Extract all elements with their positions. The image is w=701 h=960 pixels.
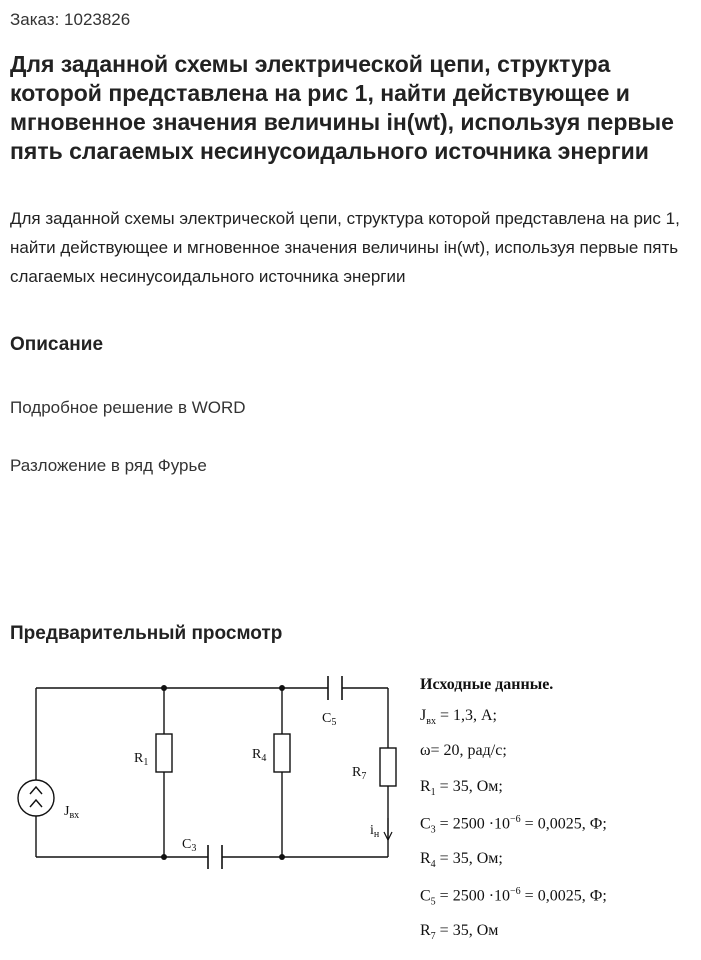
description-heading: Описание bbox=[10, 334, 104, 355]
capacitor-c5 bbox=[328, 676, 342, 700]
page-title: Для заданной схемы электрической цепи, структура которой представлена на рис 1, найти действующее и мгновенное значения величины iн(wt), используя первые пять слагаемых несинусоидального источника энергии bbox=[10, 51, 674, 164]
resistor-r1 bbox=[156, 734, 172, 772]
capacitor-c3 bbox=[208, 845, 222, 869]
given-row-r1: $R_1 = 35$, Ом; bbox=[420, 778, 503, 799]
current-source bbox=[18, 780, 54, 816]
source-label: $J_{вх}$ bbox=[64, 804, 80, 821]
description-line-word: Подробное решение в WORD bbox=[10, 398, 246, 417]
load-current-label: $i_н$ bbox=[370, 823, 380, 840]
given-row-c5: $C_5 = 2500 \cdot 10^{-6} = 0,0025$, Ф; bbox=[420, 886, 607, 908]
order-number: Заказ: 1023826 bbox=[10, 10, 131, 29]
given-row-r7: $R_7 = 35$, Ом bbox=[420, 922, 499, 943]
r7-label: $R_7$ bbox=[352, 765, 367, 782]
given-row-c3: $C_3 = 2500 \cdot 10^{-6} = 0,0025$, Ф; bbox=[420, 814, 607, 836]
preview-heading: Предварительный просмотр bbox=[10, 623, 283, 644]
description-line-fourier: Разложение в ряд Фурье bbox=[10, 456, 207, 475]
given-row-omega: ω= 20, рад/с; bbox=[420, 742, 507, 759]
given-data-heading: Исходные данные. bbox=[420, 676, 554, 693]
c3-label: $C_3$ bbox=[182, 837, 197, 854]
load-current-arrow bbox=[384, 818, 392, 840]
preview-image bbox=[10, 668, 690, 958]
lead-text: Для заданной схемы электрической цепи, структура которой представлена на рис 1, найти действующее и мгновенное значения величины iн(wt), используя первые пять слагаемых несинусоидального источника энергии bbox=[10, 209, 680, 286]
resistor-r4 bbox=[274, 734, 290, 772]
resistor-r7 bbox=[380, 748, 396, 786]
r1-label: $R_1$ bbox=[134, 751, 149, 768]
circuit-diagram bbox=[10, 668, 410, 958]
given-row-jvx: $J_{вх} = 1,3$, А; bbox=[420, 707, 497, 728]
r4-label: $R_4$ bbox=[252, 747, 267, 764]
c5-label: $C_5$ bbox=[322, 711, 337, 728]
given-row-r4: $R_4 = 35$, Ом; bbox=[420, 850, 503, 871]
